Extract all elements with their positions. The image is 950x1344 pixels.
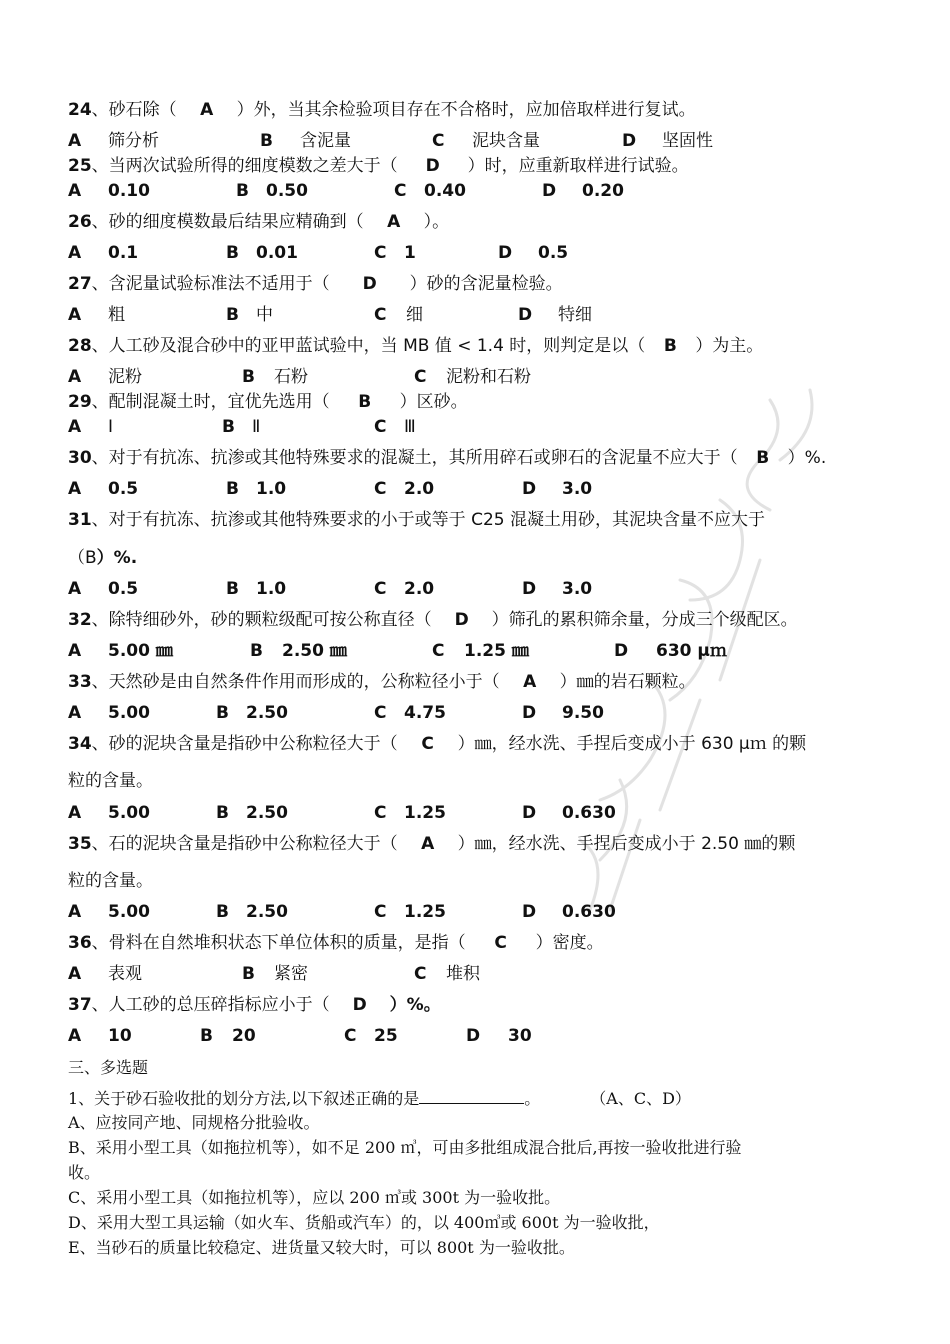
option-b: B Ⅱ bbox=[222, 417, 261, 437]
option-c: C 25 bbox=[344, 1026, 398, 1046]
options-27 bbox=[68, 304, 888, 326]
option-d: D 3.0 bbox=[522, 479, 593, 499]
options-32 bbox=[68, 640, 888, 662]
question-37: 37、人工砂的总压碎指标应小于（ D ）%。 bbox=[68, 995, 441, 1015]
question-35-line2: 粒的含量。 bbox=[68, 871, 153, 891]
question-34: 34、砂的泥块含量是指砂中公称粒径大于（ C ）㎜，经水洗、手捏后变成小于 630 μｍ 的颗 bbox=[68, 734, 807, 754]
question-34-line2: 粒的含量。 bbox=[68, 771, 153, 791]
option-a: A 0.1 bbox=[68, 243, 139, 263]
option-b: B 20 bbox=[200, 1026, 256, 1046]
option-c: C Ⅲ bbox=[374, 417, 416, 437]
option-a: A Ⅰ bbox=[68, 417, 114, 437]
question-32: 32、除特细砂外，砂的颗粒级配可按公称直径（ D ）筛孔的累积筛余量，分成三个级配区。 bbox=[68, 610, 798, 630]
option-a: A 筛分析 bbox=[68, 131, 159, 151]
answer: A bbox=[421, 834, 435, 854]
option-b: B 中 bbox=[226, 305, 273, 325]
question-number: 24 bbox=[68, 100, 92, 120]
option-b: B 0.50 bbox=[236, 181, 308, 201]
option-c: C 堆积 bbox=[414, 964, 480, 984]
option-a: A 10 bbox=[68, 1026, 132, 1046]
answer: C bbox=[421, 734, 434, 754]
question-33: 33、天然砂是由自然条件作用而形成的，公称粒径小于（ A ）㎜的岩石颗粒。 bbox=[68, 672, 696, 692]
option-b: B 2.50 bbox=[216, 703, 288, 723]
option-d: D 630 μｍ bbox=[614, 641, 727, 661]
answer: A bbox=[387, 212, 401, 232]
question-31-line2: （B）%. bbox=[68, 548, 138, 568]
option-d: D 0.630 bbox=[522, 803, 616, 823]
question-35: 35、石的泥块含量是指砂中公称粒径大于（ A ）㎜，经水洗、手捏后变成小于 2.50 ㎜的颗 bbox=[68, 834, 796, 854]
option-d: D 30 bbox=[466, 1026, 532, 1046]
options-24 bbox=[68, 130, 888, 152]
option-c: C 0.40 bbox=[394, 181, 466, 201]
question-30: 30、对于有抗冻、抗渗或其他特殊要求的混凝土，其所用碎石或卵石的含泥量不应大于（ B ）%. bbox=[68, 448, 827, 468]
option-b: B 2.50 bbox=[216, 902, 288, 922]
option-c: C 1.25 bbox=[374, 902, 446, 922]
option-b: B 1.0 bbox=[226, 579, 287, 599]
option-c: C 1 bbox=[374, 243, 416, 263]
option-d: D 3.0 bbox=[522, 579, 593, 599]
option-a: A 0.5 bbox=[68, 479, 139, 499]
option-c: C 1.25 bbox=[374, 803, 446, 823]
answer: B bbox=[358, 392, 372, 412]
question-24 bbox=[68, 99, 696, 121]
multi-option-e: E、当砂石的质量比较稳定、进货量又较大时，可以 800t 为一验收批。 bbox=[68, 1238, 575, 1257]
question-stem: 、砂石除（ bbox=[91, 100, 177, 120]
option-a: A 5.00 bbox=[68, 703, 150, 723]
option-d: D 0.20 bbox=[542, 181, 624, 201]
option-c: C 2.0 bbox=[374, 479, 435, 499]
multi-question-1: 1、关于砂石验收批的划分方法,以下叙述正确的是 。 （A、C、D） bbox=[68, 1089, 691, 1108]
option-c: C 泥块含量 bbox=[432, 131, 540, 151]
option-c: C 1.25 ㎜ bbox=[432, 641, 529, 661]
option-d: D 特细 bbox=[518, 305, 592, 325]
answer: A bbox=[523, 672, 537, 692]
answer: A bbox=[200, 100, 214, 120]
multi-option-d: D、采用大型工具运输（如火车、货船或汽车）的，以 400㎥或 600t 为一验收批， bbox=[68, 1213, 660, 1232]
question-29: 29、配制混凝土时，宜优先选用（ B ）区砂。 bbox=[68, 392, 468, 412]
option-a: A 0.5 bbox=[68, 579, 139, 599]
option-a: A 0.10 bbox=[68, 181, 150, 201]
option-c: C 泥粉和石粉 bbox=[414, 367, 531, 387]
options-25 bbox=[68, 180, 888, 202]
question-26: 26、砂的细度模数最后结果应精确到（ A ）。 bbox=[68, 212, 450, 232]
option-b: B 含泥量 bbox=[260, 131, 351, 151]
question-27: 27、含泥量试验标准法不适用于（ D ）砂的含泥量检验。 bbox=[68, 274, 563, 294]
question-36: 36、骨料在自然堆积状态下单位体积的质量，是指（ C ）密度。 bbox=[68, 933, 604, 953]
answer: B bbox=[85, 548, 97, 568]
option-d: D 坚固性 bbox=[622, 131, 713, 151]
options-33 bbox=[68, 702, 888, 724]
options-30 bbox=[68, 478, 888, 500]
section-title: 三、多选题 bbox=[68, 1058, 149, 1077]
option-d: D 9.50 bbox=[522, 703, 604, 723]
answer: C bbox=[494, 933, 507, 953]
question-25: 25、当两次试验所得的细度模数之差大于（ D ）时，应重新取样进行试验。 bbox=[68, 156, 689, 176]
options-37 bbox=[68, 1025, 888, 1047]
options-36 bbox=[68, 963, 888, 985]
option-a: A 泥粉 bbox=[68, 367, 142, 387]
option-a: A 5.00 ㎜ bbox=[68, 641, 173, 661]
answer: B bbox=[756, 448, 770, 468]
answer: D bbox=[362, 274, 377, 294]
option-c: C 4.75 bbox=[374, 703, 446, 723]
answer: B bbox=[663, 336, 677, 356]
options-35 bbox=[68, 901, 888, 923]
options-29 bbox=[68, 416, 888, 438]
option-a: A 5.00 bbox=[68, 902, 150, 922]
option-d: D 0.630 bbox=[522, 902, 616, 922]
multi-option-b: B、采用小型工具（如拖拉机等），如不足 200 ㎥，可由多批组成混合批后,再按一验收批进行验 bbox=[68, 1138, 742, 1157]
option-a: A 粗 bbox=[68, 305, 125, 325]
question-stem-end: ）外，当其余检验项目存在不合格时，应加倍取样进行复试。 bbox=[236, 100, 696, 120]
option-c: C 2.0 bbox=[374, 579, 435, 599]
option-d: D 0.5 bbox=[498, 243, 569, 263]
options-31 bbox=[68, 578, 888, 600]
option-b: B 0.01 bbox=[226, 243, 298, 263]
option-a: A 5.00 bbox=[68, 803, 150, 823]
option-a: A 表观 bbox=[68, 964, 142, 984]
multi-option-c: C、采用小型工具（如拖拉机等），应以 200 ㎥或 300t 为一验收批。 bbox=[68, 1188, 561, 1207]
options-28 bbox=[68, 366, 888, 388]
answer: D bbox=[454, 610, 469, 630]
option-b: B 石粉 bbox=[242, 367, 308, 387]
option-b: B 2.50 bbox=[216, 803, 288, 823]
question-31: 31、对于有抗冻、抗渗或其他特殊要求的小于或等于 C25 混凝土用砂，其泥块含量不应大于 bbox=[68, 510, 765, 530]
multi-option-b-cont: 收。 bbox=[68, 1163, 101, 1182]
option-c: C 细 bbox=[374, 305, 423, 325]
option-b: B 1.0 bbox=[226, 479, 287, 499]
answer: D bbox=[425, 156, 440, 176]
option-b: B 紧密 bbox=[242, 964, 308, 984]
options-34 bbox=[68, 802, 888, 824]
options-26 bbox=[68, 242, 888, 264]
answer: D bbox=[352, 995, 367, 1015]
answer-blank bbox=[419, 1087, 524, 1104]
option-b: B 2.50 ㎜ bbox=[250, 641, 347, 661]
multi-answer: （A、C、D） bbox=[590, 1089, 691, 1108]
question-28: 28、人工砂及混合砂中的亚甲蓝试验中，当 MB 值 < 1.4 时，则判定是以（ B ）为主。 bbox=[68, 336, 764, 356]
multi-option-a: A、应按同产地、同规格分批验收。 bbox=[68, 1113, 320, 1132]
